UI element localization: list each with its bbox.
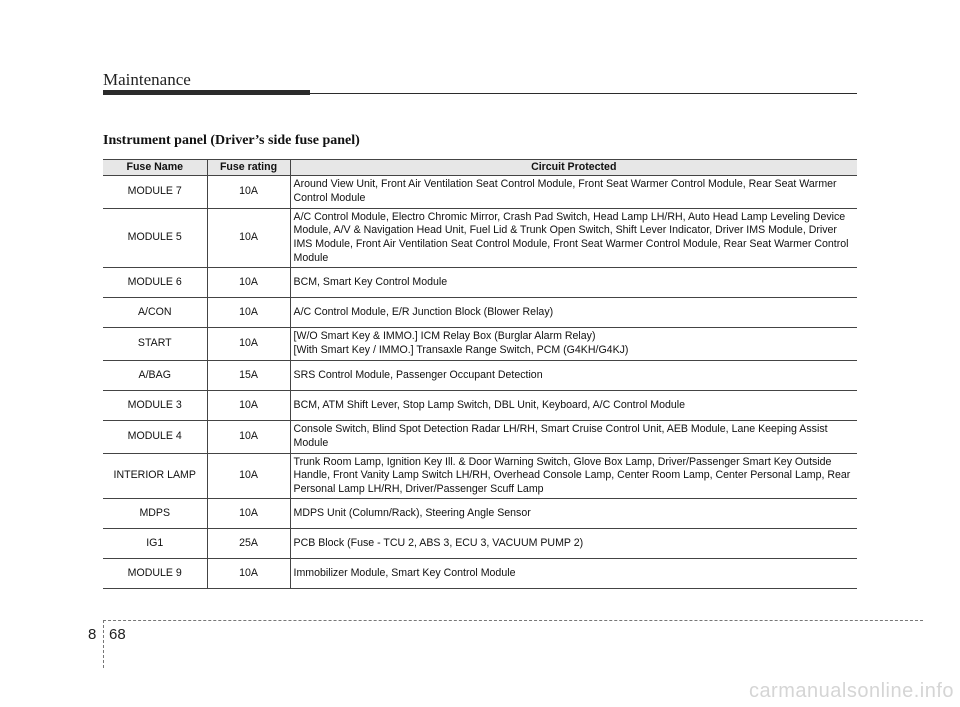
fuse-name-cell: INTERIOR LAMP [103,454,207,499]
fuse-name-cell: MODULE 5 [103,209,207,268]
fuse-name-cell: MODULE 3 [103,391,207,421]
circuit-cell: PCB Block (Fuse - TCU 2, ABS 3, ECU 3, VACUUM PUMP 2) [290,529,857,559]
circuit-line: [W/O Smart Key & IMMO.] ICM Relay Box (Burglar Alarm Relay) [293,330,596,343]
fuse-name-cell: START [103,328,207,361]
circuit-cell: A/C Control Module, E/R Junction Block (Blower Relay) [290,298,857,328]
circuit-cell: BCM, ATM Shift Lever, Stop Lamp Switch, DBL Unit, Keyboard, A/C Control Module [290,391,857,421]
fuse-rating-cell: 10A [207,298,290,328]
header-thin-rule [310,93,857,94]
fuse-rating-cell: 15A [207,361,290,391]
page-heading: Instrument panel (Driver’s side fuse panel) [103,133,360,148]
column-header-fuse-rating: Fuse rating [207,160,290,176]
table-row [103,454,857,499]
fuse-rating-cell: 10A [207,421,290,454]
circuit-cell: BCM, Smart Key Control Module [290,268,857,298]
column-header-circuit-protected: Circuit Protected [290,160,857,176]
circuit-line: [With Smart Key / IMMO.] Transaxle Range Switch, PCM (G4KH/G4KJ) [293,344,629,356]
fuse-name-cell: MDPS [103,499,207,529]
fuse-name-cell: MODULE 7 [103,176,207,209]
table-header-row [103,160,857,176]
table-row [103,499,857,529]
fuse-name-cell: MODULE 4 [103,421,207,454]
table-row [103,176,857,209]
chapter-number: 8 [88,626,97,643]
footer-divider [103,620,923,621]
header-thick-rule [103,90,310,95]
circuit-cell [290,328,857,361]
section-header-title: Maintenance [103,70,191,89]
fuse-table [103,159,857,589]
circuit-cell: Console Switch, Blind Spot Detection Radar LH/RH, Smart Cruise Control Unit, AEB Module, Lane Keeping Assist Module [290,421,857,454]
fuse-rating-cell: 10A [207,499,290,529]
circuit-cell: Trunk Room Lamp, Ignition Key Ill. & Door Warning Switch, Glove Box Lamp, Driver/Passenger Smart Key Outside Handle, Front Vanity Lamp Switch LH/RH, Overhead Console Lamp, Center Room Lamp, Center Personal Lamp, Rear Personal Lamp LH/RH, Driver/Passenger Scuff Lamp [290,454,857,499]
fuse-rating-cell: 10A [207,559,290,589]
circuit-cell: SRS Control Module, Passenger Occupant Detection [290,361,857,391]
fuse-rating-cell: 25A [207,529,290,559]
fuse-name-cell: MODULE 6 [103,268,207,298]
table-row [103,361,857,391]
fuse-rating-cell: 10A [207,268,290,298]
fuse-name-cell: A/BAG [103,361,207,391]
page-number: 68 [109,626,126,643]
fuse-name-cell: IG1 [103,529,207,559]
table-row [103,268,857,298]
table-row [103,391,857,421]
table-row [103,298,857,328]
table-row [103,209,857,268]
column-header-fuse-name: Fuse Name [103,160,207,176]
table-row [103,421,857,454]
watermark: carmanualsonline.info [748,680,954,702]
fuse-rating-cell: 10A [207,454,290,499]
circuit-cell: MDPS Unit (Column/Rack), Steering Angle Sensor [290,499,857,529]
fuse-rating-cell: 10A [207,328,290,361]
fuse-rating-cell: 10A [207,176,290,209]
table-row [103,328,857,361]
fuse-name-cell: A/CON [103,298,207,328]
fuse-name-cell: MODULE 9 [103,559,207,589]
fuse-rating-cell: 10A [207,391,290,421]
footer-vertical-divider [103,620,104,668]
circuit-cell: Immobilizer Module, Smart Key Control Module [290,559,857,589]
circuit-cell: A/C Control Module, Electro Chromic Mirror, Crash Pad Switch, Head Lamp LH/RH, Auto Head Lamp Leveling Device Module, A/V & Navigation Head Unit, Fuel Lid & Trunk Open Switch, Shift Lever Indicator, Driver IMS Module, Driver IMS Module, Front Air Ventilation Seat Control Module, Front Seat Warmer Control Module, Rear Seat Warmer Control Module [290,209,857,268]
table-row [103,529,857,559]
circuit-cell: Around View Unit, Front Air Ventilation Seat Control Module, Front Seat Warmer Control Module, Rear Seat Warmer Control Module [290,176,857,209]
table-row [103,559,857,589]
fuse-rating-cell: 10A [207,209,290,268]
